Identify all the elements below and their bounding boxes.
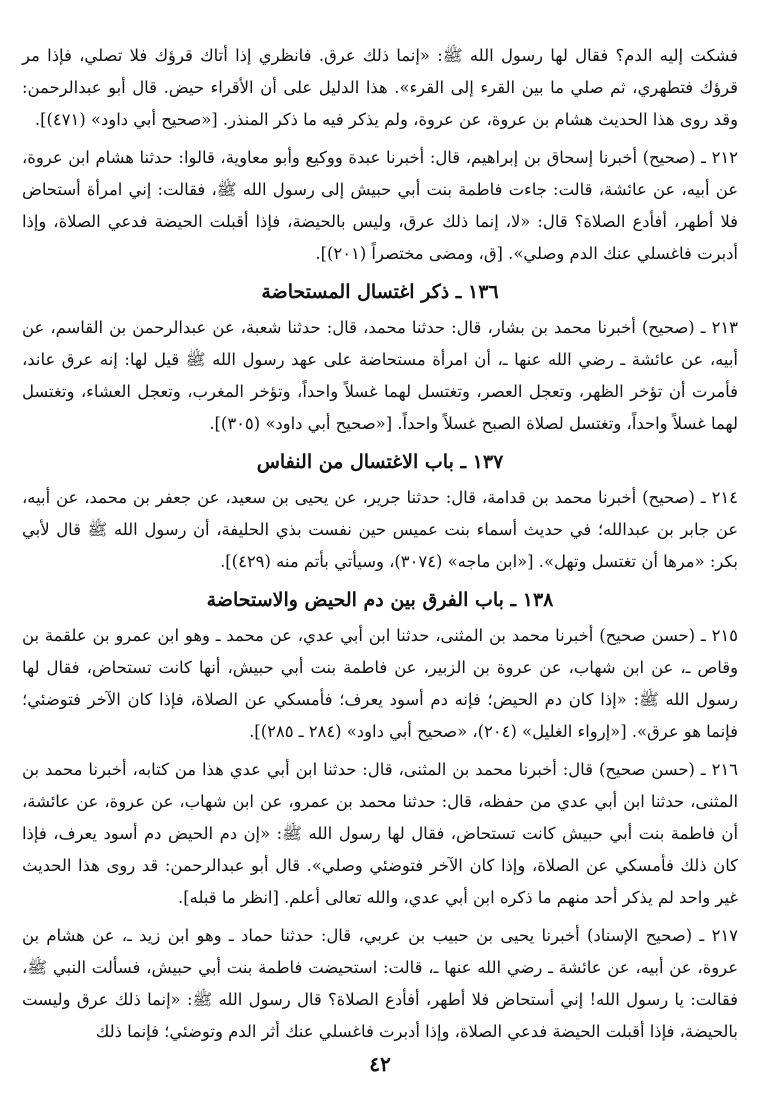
section-heading-138: ١٣٨ ـ باب الفرق بين دم الحيض والاستحاضة xyxy=(206,589,554,611)
hadith-213: ٢١٣ ـ (صحيح) أخبرنا محمد بن بشار، قال: حدثنا محمد، قال: حدثنا شعبة، عن عبدالرحمن بن القاسم، عن أبيه، عن عائشة ـ رضي الله عنها ـ، أن امرأة مستحاضة على عهد رسول الله ﷺ قيل لها: إنه عرق عاند، فأمرت أن تؤخر الظهر، وتعجل العصر، وتغتسل لهما غسلاً واحداً، وتؤخر المغرب، وتعجل العشاء، وتغتسل لهما غسلاً واحداً، وتغتسل لصلاة الصبح غسلاً واحداً. [«صحيح أبي داود» (٣٠٥)]. xyxy=(22,318,738,433)
hadith-214: ٢١٤ ـ (صحيح) أخبرنا محمد بن قدامة، قال: حدثنا جرير، عن يحيى بن سعيد، عن جعفر بن محمد، عن أبيه، عن جابر بن عبدالله؛ في حديث أسماء بنت عميس حين نفست بذي الحليفة، أن رسول الله ﷺ قال لأبي بكر: «مرها أن تغتسل وتهل». [«ابن ماجه» (٣٠٧٤)، وسيأتي بأتم منه (٤٢٩)]. xyxy=(22,488,738,571)
hadith-212: ٢١٢ ـ (صحيح) أخبرنا إسحاق بن إبراهيم، قال: أخبرنا عبدة ووكيع وأبو معاوية، قالوا: حدثنا هشام ابن عروة، عن أبيه، عن عائشة، قالت: جاءت فاطمة بنت أبي حبيش إلى رسول الله ﷺ، فقالت: إني امرأة أستحاض فلا أطهر، أفأدع الصلاة؟ قال: «لا، إنما ذلك عرق، وليس بالحيضة، فإذا أقبلت الحيضة فدعي الصلاة، وإذا أدبرت فاغسلي عنك الدم وصلي». [ق، ومضى مختصراً (٢٠١)]. xyxy=(22,148,738,263)
paragraph-continuation: فشكت إليه الدم؟ فقال لها رسول الله ﷺ: «إنما ذلك عرق. فانظري إذا أتاك قرؤك فلا تصلي، فإذا مر قرؤك فتطهري، ثم صلي ما بين القرء إلى القرء». هذا الدليل على أن الأقراء حيض. قال أبو عبدالرحمن: وقد روى هذا الحديث هشام بن عروة، عن عروة، ولم يذكر فيه ما ذكر المنذر. [«صحيح أبي داود» (٤٧١)]. xyxy=(22,46,738,129)
section-heading-137: ١٣٧ ـ باب الاغتسال من النفاس xyxy=(256,451,504,473)
hadith-216: ٢١٦ ـ (حسن صحيح) قال: أخبرنا محمد بن المثنى، قال: حدثنا ابن أبي عدي هذا من كتابه، أخبرنا محمد بن المثنى، حدثنا ابن أبي عدي من حفظه، قال: حدثنا محمد بن عمرو، عن ابن شهاب، عن عروة، عن عائشة، أن فاطمة بنت أبي حبيش كانت تستحاض، فقال لها رسول الله ﷺ: «إن دم الحيض دم أسود يعرف، فإذا كان ذلك فأمسكي عن الصلاة، وإذا كان الآخر فتوضئي وصلي». قال أبو عبدالرحمن: قد روى هذا الحديث غير واحد لم يذكر أحد منهم ما ذكره ابن أبي عدي، والله تعالى أعلم. [انظر ما قبله]. xyxy=(22,760,738,907)
page-number: ٤٢ xyxy=(369,1052,391,1076)
hadith-215: ٢١٥ ـ (حسن صحيح) أخبرنا محمد بن المثنى، حدثنا ابن أبي عدي، عن محمد ـ وهو ابن عمرو بن علقمة بن وقاص ـ، عن ابن شهاب، عن عروة بن الزبير، عن فاطمة بنت أبي حبيش، أنها كانت تستحاض، فقال لها رسول الله ﷺ: «إذا كان دم الحيض؛ فإنه دم أسود يعرف؛ فأمسكي عن الصلاة، فإذا كان الآخر فتوضئي؛ فإنما هو عرق». [«إرواء الغليل» (٢٠٤)، «صحيح أبي داود» (٢٨٤ ـ ٢٨٥)]. xyxy=(22,626,738,741)
section-heading-136: ١٣٦ ـ ذكر اغتسال المستحاضة xyxy=(261,281,499,303)
hadith-217: ٢١٧ ـ (صحيح الإسناد) أخبرنا يحيى بن حبيب بن عربي، قال: حدثنا حماد ـ وهو ابن زيد ـ، عن هشام بن عروة، عن أبيه، عن عائشة ـ رضي الله عنها ـ، قالت: استحيضت فاطمة بنت أبي حبيش، فسألت النبي ﷺ، فقالت: يا رسول الله! إني أستحاض فلا أطهر، أفأدع الصلاة؟ قال رسول الله ﷺ: «إنما ذلك عرق وليست بالحيضة، فإذا أقبلت الحيضة فدعي الصلاة، وإذا أدبرت فاغسلي عنك أثر الدم وتوضئي؛ فإنما ذلك xyxy=(22,926,738,1041)
